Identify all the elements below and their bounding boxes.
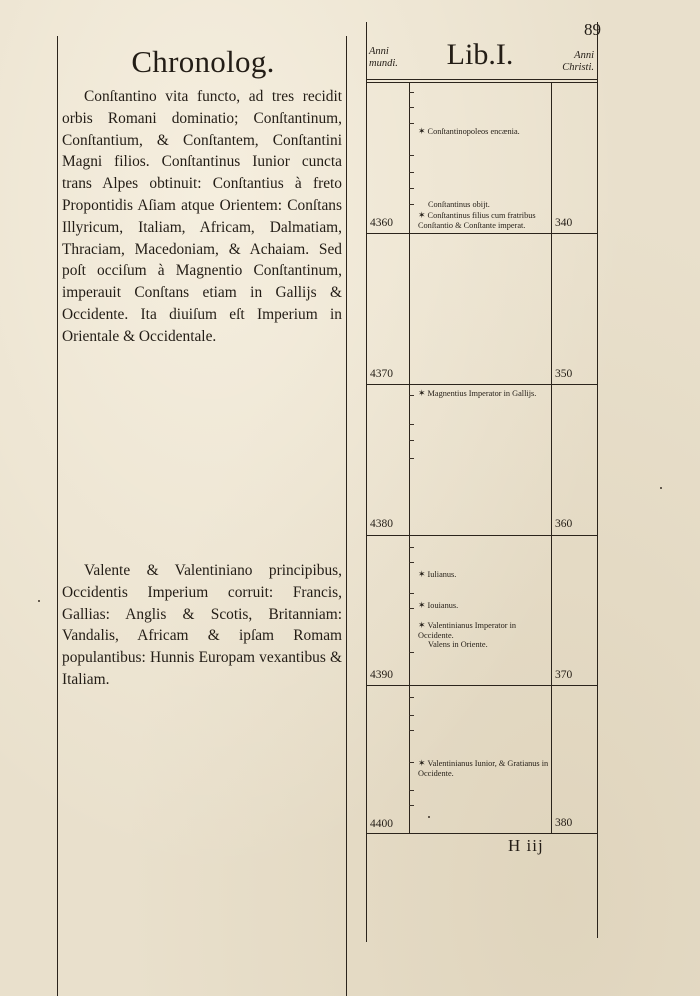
year-tick bbox=[409, 730, 414, 731]
year-tick bbox=[409, 715, 414, 716]
year-tick bbox=[409, 790, 414, 791]
event-valentinian-gratian bbox=[418, 758, 550, 779]
year-tick bbox=[409, 92, 414, 93]
paragraph-western-empire-fall: Valente & Valentiniano principibus, Occidentis Imperium corruit: Francis, Gallias: Anglis & Scotis, Britanniam: Vandalis, Africam & ipſam Romam populantibus: Hunnis Europam vexantibus & Italiam. bbox=[62, 562, 342, 688]
book-title: Lib.I. bbox=[446, 38, 514, 71]
year-tick bbox=[409, 458, 414, 459]
anni-mundi-4370: 4370 bbox=[370, 368, 393, 380]
year-tick bbox=[409, 395, 414, 396]
event-text: Valentinianus Iunior, & Gratianus in Occidente. bbox=[418, 759, 549, 778]
row-rule-4380 bbox=[366, 535, 598, 536]
event-text: Iouianus. bbox=[427, 601, 459, 610]
event-constantine-death bbox=[428, 200, 564, 210]
year-tick bbox=[409, 805, 414, 806]
anni-christi-label-1: Anni bbox=[574, 50, 594, 61]
anni-christi-370: 370 bbox=[555, 669, 573, 681]
event-text: Valens in Oriente. bbox=[428, 640, 488, 649]
anni-mundi-4360: 4360 bbox=[370, 217, 393, 229]
event-valentinian-west bbox=[418, 620, 550, 641]
header-rule-1 bbox=[366, 79, 598, 80]
event-jovian bbox=[418, 600, 554, 611]
anni-christi-header bbox=[552, 50, 594, 74]
event-text: Conſtantinus obijt. bbox=[428, 200, 490, 209]
anni-christi-340: 340 bbox=[555, 217, 573, 229]
year-tick bbox=[409, 608, 414, 609]
year-tick bbox=[409, 172, 414, 173]
year-tick bbox=[409, 155, 414, 156]
signature-mark: H iij bbox=[508, 836, 544, 855]
event-text: Valentinianus Imperator in Occidente. bbox=[418, 621, 517, 640]
paragraph-constantine-succession: Conſtantino vita functo, ad tres recidit orbis Romani dominatio; Conſtantinum, Conſtantium, & Conſtantem, Conſtantini Magni filios. Conſtantinus Iunior cuncta trans Alpes obtinuit: Conſtantius à freto Propontidis Aſiam atque Orientem: Conſtans Illyricum, Italiam, Africam, Dalmatiam, Thraciam, Macedoniam, & Achaiam. Sed poſt occiſum à Magnentio Conſtantinum, imperauit Conſtans etiam in Gallijs & Occidente. Ita diuiſum eſt Imperium in Orientale & Occidentale. bbox=[62, 88, 342, 345]
star-marker-icon: ✶ bbox=[418, 569, 426, 579]
event-magnentius bbox=[418, 388, 550, 399]
anni-mundi-4380: 4380 bbox=[370, 518, 393, 530]
year-tick bbox=[409, 440, 414, 441]
event-valens-east bbox=[428, 640, 564, 650]
event-sons-rule bbox=[418, 210, 550, 231]
row-rule-4360 bbox=[366, 233, 598, 234]
table-left-rule bbox=[366, 22, 367, 942]
table-right-rule bbox=[597, 22, 598, 938]
year-tick bbox=[409, 562, 414, 563]
left-margin-rule bbox=[57, 36, 58, 996]
event-text: Conſtantinus filius cum fratribus Conſtantio & Conſtante imperat. bbox=[418, 211, 536, 230]
anni-christi-360: 360 bbox=[555, 518, 573, 530]
anni-christi-350: 350 bbox=[555, 368, 573, 380]
year-tick bbox=[409, 652, 414, 653]
print-speck bbox=[428, 816, 430, 818]
star-marker-icon: ✶ bbox=[418, 126, 426, 136]
center-rule bbox=[346, 36, 347, 996]
anni-christi-label-2: Christi. bbox=[562, 62, 594, 73]
year-tick bbox=[409, 697, 414, 698]
star-marker-icon: ✶ bbox=[418, 388, 426, 398]
anni-mundi-header bbox=[369, 46, 398, 70]
event-text: Iulianus. bbox=[427, 570, 457, 579]
christi-column-rule bbox=[551, 82, 552, 834]
running-title: Chronolog. bbox=[131, 44, 275, 79]
star-marker-icon: ✶ bbox=[418, 600, 426, 610]
event-text: Magnentius Imperator in Gallijs. bbox=[427, 389, 537, 398]
anni-christi-380: 380 bbox=[555, 817, 573, 829]
event-constantinople-dedication bbox=[418, 126, 554, 137]
year-tick bbox=[409, 107, 414, 108]
year-tick bbox=[409, 204, 414, 205]
year-tick bbox=[409, 123, 414, 124]
year-tick bbox=[409, 547, 414, 548]
star-marker-icon: ✶ bbox=[418, 210, 426, 220]
row-rule-4390 bbox=[366, 685, 598, 686]
event-julian bbox=[418, 569, 554, 580]
year-tick bbox=[409, 762, 414, 763]
year-tick bbox=[409, 593, 414, 594]
year-tick bbox=[409, 424, 414, 425]
anni-mundi-4390: 4390 bbox=[370, 669, 393, 681]
row-rule-4370 bbox=[366, 384, 598, 385]
star-marker-icon: ✶ bbox=[418, 620, 426, 630]
anni-mundi-4400: 4400 bbox=[370, 818, 393, 830]
row-rule-4400 bbox=[366, 833, 598, 834]
header-rule-2 bbox=[366, 82, 598, 83]
print-speck bbox=[660, 487, 662, 489]
anni-mundi-label-2: mundi. bbox=[369, 58, 398, 69]
event-text: Conſtantinopoleos encænia. bbox=[427, 127, 520, 136]
year-tick bbox=[409, 188, 414, 189]
page-number: 89 bbox=[584, 20, 601, 39]
star-marker-icon: ✶ bbox=[418, 758, 426, 768]
anni-mundi-label-1: Anni bbox=[369, 46, 389, 57]
print-speck bbox=[38, 600, 40, 602]
